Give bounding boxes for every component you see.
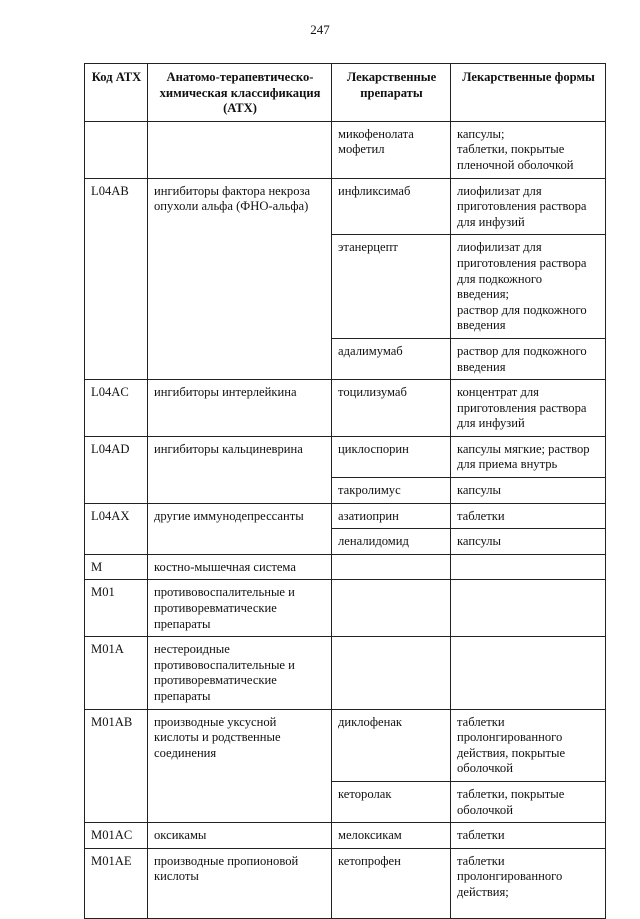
cell-code: L04AD (85, 436, 148, 503)
cell-form: капсулы (451, 478, 606, 504)
cell-code: M01AE (85, 848, 148, 918)
cell-drug (332, 554, 451, 580)
table-row (85, 121, 606, 178)
cell-code: M01A (85, 637, 148, 709)
table-row (85, 436, 606, 477)
cell-classification: ингибиторы интерлейкина (148, 380, 332, 437)
table-header-row (85, 64, 606, 122)
cell-form: капсулы (451, 529, 606, 555)
cell-form: таблетки (451, 503, 606, 529)
cell-classification: ингибиторы кальциневрина (148, 436, 332, 503)
cell-form (451, 580, 606, 637)
cell-code: M01AC (85, 823, 148, 849)
cell-form: лиофилизат для приготовления раствора для инфузий (451, 178, 606, 235)
cell-form: капсулы; таблетки, покрытые пленочной оболочкой (451, 121, 606, 178)
cell-drug: этанерцепт (332, 235, 451, 339)
cell-code: M01 (85, 580, 148, 637)
header-forms: Лекарственные формы (451, 64, 606, 122)
cell-form: лиофилизат для приготовления раствора для подкожного введения; раствор для подкожного введения (451, 235, 606, 339)
cell-classification: костно-мышечная система (148, 554, 332, 580)
cell-drug: инфликсимаб (332, 178, 451, 235)
cell-code (85, 121, 148, 178)
cell-form: капсулы мягкие; раствор для приема внутрь (451, 436, 606, 477)
page-number: 247 (310, 22, 330, 37)
cell-classification: оксикамы (148, 823, 332, 849)
cell-code: M (85, 554, 148, 580)
cell-drug: кеторолак (332, 781, 451, 822)
table-row (85, 554, 606, 580)
table-row (85, 580, 606, 637)
cell-drug: тоцилизумаб (332, 380, 451, 437)
cell-form: раствор для подкожного введения (451, 338, 606, 379)
table-row (85, 178, 606, 235)
table-row (85, 709, 606, 781)
atx-table (84, 63, 606, 919)
table-row (85, 848, 606, 918)
cell-form: таблетки (451, 823, 606, 849)
cell-drug: азатиоприн (332, 503, 451, 529)
cell-classification: другие иммунодепрессанты (148, 503, 332, 554)
cell-form: таблетки пролонгированного действия, покрытые оболочкой (451, 709, 606, 781)
table-row (85, 823, 606, 849)
cell-drug: леналидомид (332, 529, 451, 555)
table-row (85, 637, 606, 709)
cell-classification: производные пропионовой кислоты (148, 848, 332, 918)
cell-code: L04AB (85, 178, 148, 380)
cell-classification: нестероидные противовоспалительные и противоревматические препараты (148, 637, 332, 709)
cell-drug: адалимумаб (332, 338, 451, 379)
cell-form (451, 554, 606, 580)
header-classification: Анатомо-терапевтическо- химическая классификация (АТХ) (148, 64, 332, 122)
cell-drug: мелоксикам (332, 823, 451, 849)
header-drugs: Лекарственные препараты (332, 64, 451, 122)
cell-classification: ингибиторы фактора некроза опухоли альфа (ФНО-альфа) (148, 178, 332, 380)
cell-classification: производные уксусной кислоты и родственные соединения (148, 709, 332, 823)
table-row (85, 380, 606, 437)
cell-drug: такролимус (332, 478, 451, 504)
cell-classification (148, 121, 332, 178)
cell-code: M01AB (85, 709, 148, 823)
cell-form: концентрат для приготовления раствора для инфузий (451, 380, 606, 437)
cell-code: L04AC (85, 380, 148, 437)
cell-drug: циклоспорин (332, 436, 451, 477)
cell-drug: микофенолата мофетил (332, 121, 451, 178)
cell-classification: противовоспалительные и противоревматические препараты (148, 580, 332, 637)
table-row (85, 503, 606, 529)
cell-drug (332, 580, 451, 637)
header-code: Код АТХ (85, 64, 148, 122)
cell-code: L04AX (85, 503, 148, 554)
cell-form (451, 637, 606, 709)
cell-drug (332, 637, 451, 709)
cell-drug: диклофенак (332, 709, 451, 781)
cell-drug: кетопрофен (332, 848, 451, 918)
cell-form: таблетки, покрытые оболочкой (451, 781, 606, 822)
cell-form: таблетки пролонгированного действия; (451, 848, 606, 918)
